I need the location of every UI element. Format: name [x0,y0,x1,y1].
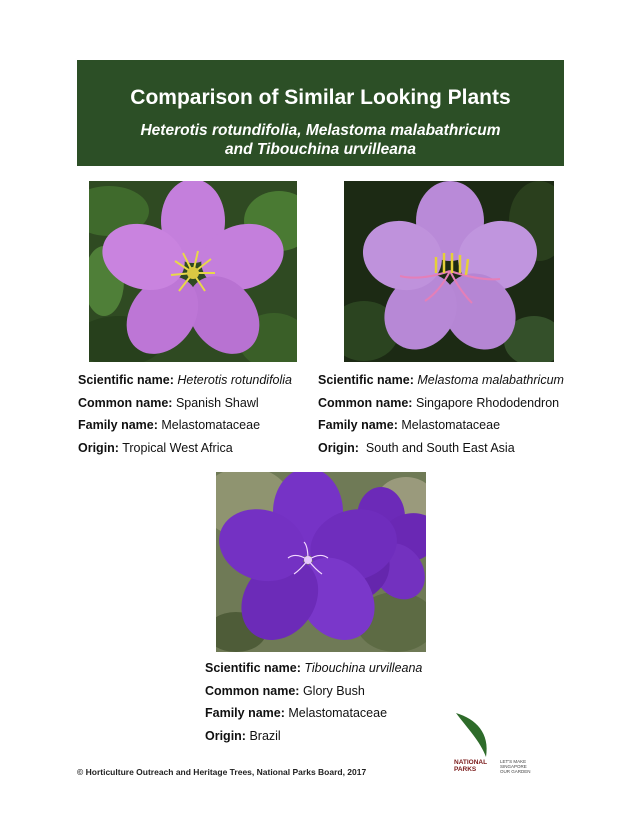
melastoma-flower-photo [344,181,554,362]
family-name-row [205,702,422,725]
logo-name-line-1: NATIONAL [454,759,488,766]
origin-label: Origin: [205,728,246,743]
subtitle-line-1: Heterotis rotundifolia, Melastoma malabathricum [140,122,501,139]
scientific-name-value: Tibouchina urvilleana [304,661,423,675]
title-banner [77,60,564,166]
tibouchina-flower-photo [216,472,426,652]
family-name-row [78,414,292,437]
heterotis-info [78,369,292,459]
melastoma-info [318,369,564,459]
origin-label: Origin: [78,440,119,455]
scientific-name-row [318,369,564,392]
logo-name-line-2: PARKS [454,766,477,773]
origin-value: South and South East Asia [365,440,515,455]
common-name-label: Common name: [78,395,173,410]
common-name-value: Glory Bush [302,683,365,698]
logo-tagline [500,759,540,774]
family-name-row [318,414,564,437]
tibouchina-info [205,657,422,747]
logo-tagline-line-3: OUR GARDEN [500,769,531,774]
leaf-icon [450,711,498,759]
origin-row [78,437,292,460]
scientific-name-label: Scientific name: [318,373,414,387]
common-name-label: Common name: [318,395,413,410]
origin-value: Brazil [249,728,281,743]
scientific-name-value: Heterotis rotundifolia [177,373,293,387]
origin-row [205,725,422,748]
scientific-name-row [78,369,292,392]
family-name-value: Melastomataceae [401,418,501,432]
scientific-name-label: Scientific name: [205,661,301,675]
common-name-row [205,680,422,703]
page-title: Comparison of Similar Looking Plants [130,86,511,109]
scientific-name-row [205,657,422,680]
common-name-row [318,392,564,415]
copyright-footer: © Horticulture Outreach and Heritage Trees, National Parks Board, 2017 [77,767,367,777]
logo-tagline-line-1: LET'S MAKE [500,759,527,764]
logo-name [454,759,487,773]
national-parks-logo [450,711,550,781]
heterotis-flower-photo [89,181,297,362]
common-name-value: Singapore Rhododendron [415,395,560,410]
common-name-row [78,392,292,415]
scientific-name-value: Melastoma malabathricum [417,373,564,387]
origin-value: Tropical West Africa [122,440,233,455]
family-name-value: Melastomataceae [161,418,261,432]
family-name-label: Family name: [78,418,158,432]
logo-tagline-line-2: SINGAPORE [500,764,527,769]
scientific-name-label: Scientific name: [78,373,174,387]
origin-label: Origin: [318,440,359,455]
origin-row [318,437,564,460]
family-name-value: Melastomataceae [288,706,388,720]
common-name-label: Common name: [205,683,300,698]
family-name-label: Family name: [318,418,398,432]
page-subtitle [77,121,564,159]
family-name-label: Family name: [205,706,285,720]
common-name-value: Spanish Shawl [175,395,259,410]
subtitle-line-2: and Tibouchina urvilleana [225,141,416,158]
